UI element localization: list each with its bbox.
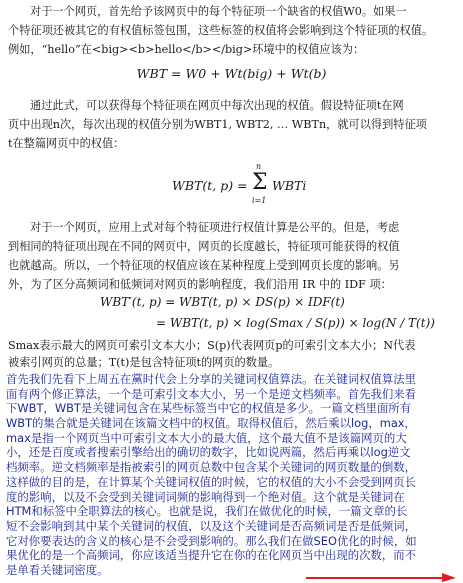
- scan-line: Smax表示最大的网页可索引文本大小；S(p)代表网页p的可索引文本大小；N代表: [8, 339, 416, 352]
- scan-line: 个特征项还被其它的有权值标签包围，这些标签的权值将会影响到这个特征项的权值。: [8, 24, 434, 37]
- equation-wbt-prime-expanded: = WBT(t, p) × log(Smax / S(p)) × log(N / T(t)): [156, 316, 435, 330]
- blog-line: 是单看关键词密度。: [6, 562, 109, 577]
- blog-line: 它对你要表达的含义的核心是不会受到影响的。那么我们在做SEO优化的时候，如: [6, 533, 417, 548]
- sum-upper-limit: n: [256, 162, 262, 171]
- red-arrow-icon: [306, 572, 456, 582]
- blog-line: 果优化的是一个高频词，你应该适当提升它在你的在化网页当中出现的次数，而不: [6, 548, 417, 563]
- scan-line: 外，为了区分高频词和低频词对网页的影响程度，我们沿用 IR 中的 IDF 项：: [8, 278, 392, 291]
- blog-line: 面有两个修正算法，一个是可索引文本大小，另一个是逆文档频率。首先我们来看: [6, 386, 417, 401]
- scan-line: 到相同的特征项出现在不同的网页中，网页的长度越长，特征项可能获得的权值: [8, 240, 400, 253]
- blog-line: 下WBT，WBT是关键词包含在某些标签当中它的权值是多少。一篇文档里面所有: [6, 401, 412, 416]
- scan-line: 也就越高。所以，一个特征项的权值应该在某种程度上受到网页长度的影响。另: [8, 259, 400, 272]
- blog-line: 小，还是百度或者搜索引擎给出的确切的数字，比如说两篇，然后再乘以log逆文: [6, 445, 411, 460]
- equation-wbt-prime: WBT′(t, p) = WBT(t, p) × DS(p) × IDF(t): [100, 295, 345, 309]
- equation-sum-rhs: WBTi: [272, 178, 307, 193]
- scan-line: 例如，“hello”在<big><b>hello</b></big>环境中的权值应该为：: [8, 43, 365, 56]
- equation-sum-lhs: WBT(t, p) =: [172, 178, 248, 193]
- equation-sum: [172, 162, 312, 210]
- blog-line: WBT的集合就是关键词在该篇文档中的权值。取得权值后，然后乘以log，max，: [6, 416, 416, 431]
- blog-line: 短不会影响到其中某个关键词的权值，以及这个关键词是否高频词是否是低频词，: [6, 518, 417, 533]
- scan-line: 页中出现n次，每次出现的权值分别为WBT1, WBT2, … WBTn，就可以得到特征项: [8, 118, 427, 131]
- blog-line: max是指一个网页当中可索引文本大小的最大值，这个最大值不是该篇网页的大: [6, 430, 407, 445]
- sum-lower-limit: i=1: [252, 196, 267, 205]
- blog-line: 档频率。逆文档频率是指被索引的网页总数中包含某个关键词的网页数量的倒数，: [6, 460, 417, 475]
- blog-line: 首先我们先看下上周五在黨时代会上分享的关键词权值算法。在关键词权值算法里: [6, 372, 417, 386]
- sigma-symbol: Σ: [252, 170, 268, 195]
- blog-explanation-text: [6, 372, 456, 578]
- equation-wbt: WBT = W0 + Wt(big) + Wt(b): [136, 66, 327, 81]
- scan-line: 被索引网页的总量；T(t)是包含特征项t的网页的数量。: [8, 356, 280, 369]
- blog-line: HTM和标签中全职算法的核心。也就是说，我们在做优化的时候，一篇文章的长: [6, 504, 408, 519]
- scan-line: 对于一个网页，首先给予该网页中的每个特征项一个缺省的权值W0。如果一: [30, 5, 407, 18]
- scan-line: t在整篇网页中的权值：: [8, 137, 125, 150]
- scan-line: 通过此式，可以获得每个特征项在网页中每次出现的权值。假设特征项t在网: [30, 99, 404, 112]
- blog-line: 这样做的目的是，在计算某个关键词权值的时候，它的权值的大小不会受到网页长: [6, 474, 417, 489]
- blog-line: 度的影响，以及不会受到关键词词频的影响得到一个绝对值。这个就是关键词在: [6, 489, 405, 504]
- scan-line: 对于一个网页，应用上式对每个特征项进行权值计算是公平的。但是，考虑: [30, 221, 400, 234]
